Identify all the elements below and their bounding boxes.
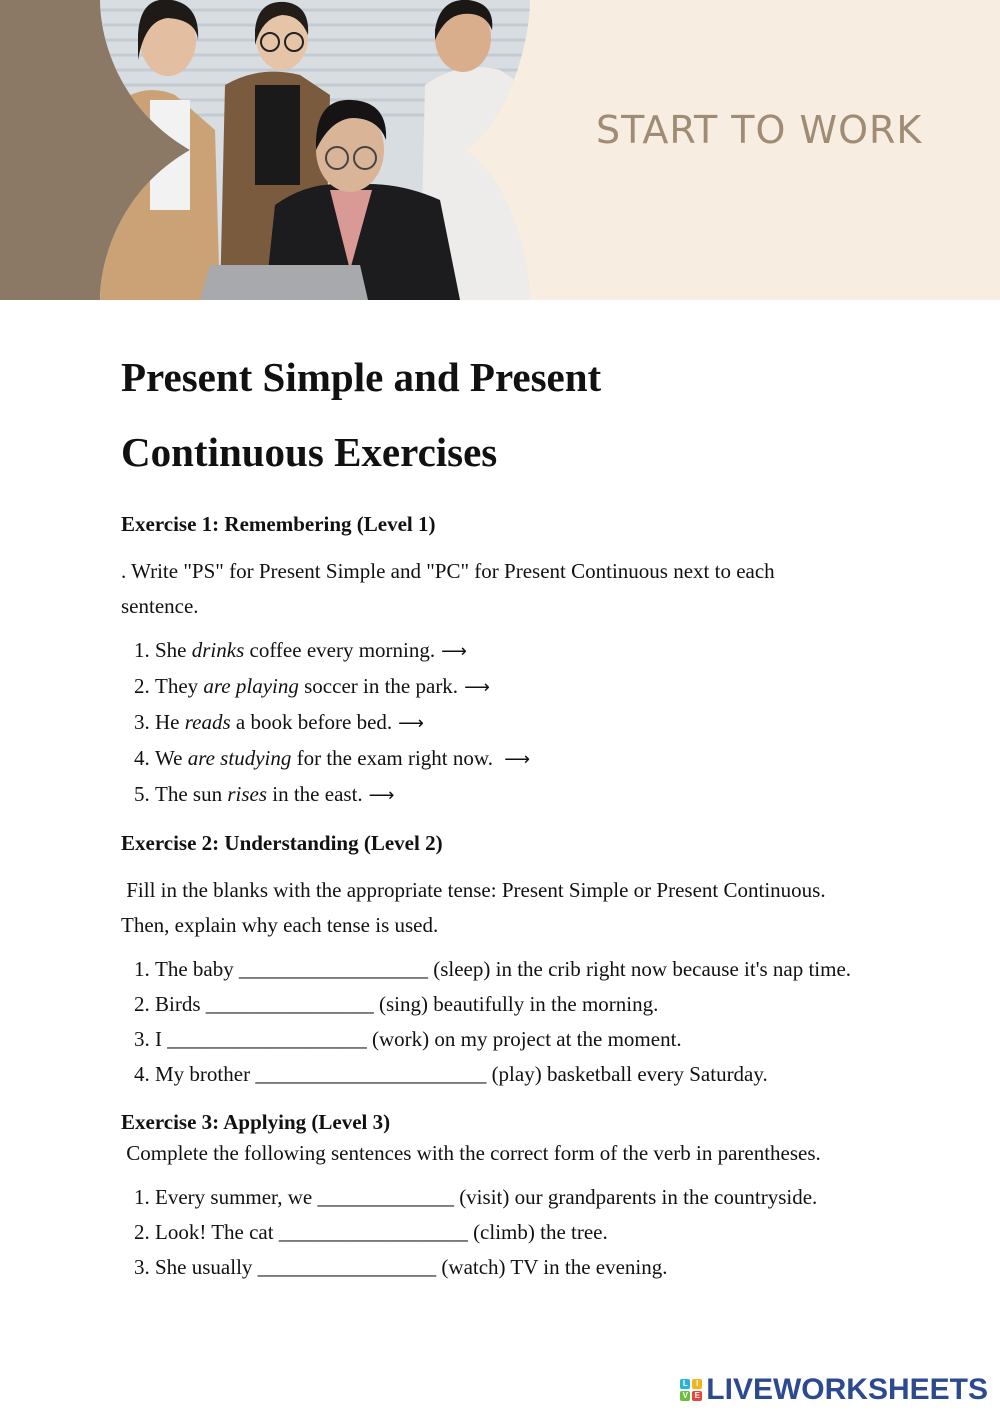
exercise2-item: 2. Birds ________________ (sing) beautifully in the morning. xyxy=(155,987,911,1022)
exercise1-heading: Exercise 1: Remembering (Level 1) xyxy=(121,512,436,536)
arrow-icon: ⟶ xyxy=(441,641,467,662)
exercise1-item: 2. They are playing soccer in the park. ⟶ xyxy=(155,669,911,705)
exercise1-instruction xyxy=(121,554,911,624)
exercise1-item: 3. He reads a book before bed. ⟶ xyxy=(155,705,911,741)
exercise1-item: 5. The sun rises in the east. ⟶ xyxy=(155,777,911,813)
exercise2-heading: Exercise 2: Understanding (Level 2) xyxy=(121,831,443,855)
exercise1-instruction-line1: . Write "PS" for Present Simple and "PC" for Present Continuous next to each xyxy=(121,559,775,583)
exercise3-heading: Exercise 3: Applying (Level 3) xyxy=(121,1110,391,1134)
arrow-icon: ⟶ xyxy=(368,785,395,806)
exercise2-instruction-line2: Then, explain why each tense is used. xyxy=(121,913,439,937)
exercise3-item: 2. Look! The cat __________________ (climb) the tree. xyxy=(155,1215,911,1250)
exercise1-item: 4. We are studying for the exam right now. ⟶ xyxy=(155,741,911,777)
exercise1-item: 1. She drinks coffee every morning. ⟶ xyxy=(155,633,911,669)
exercise2-instruction-line1: Fill in the blanks with the appropriate tense: Present Simple or Present Continuous. xyxy=(121,878,826,902)
header-banner xyxy=(0,0,1000,300)
liveworksheets-logo-icon: L I V E xyxy=(680,1379,702,1401)
exercise2-item: 1. The baby __________________ (sleep) in the crib right now because it's nap time. xyxy=(155,952,911,987)
exercise2-list xyxy=(121,952,911,1092)
exercise1-list xyxy=(121,633,911,813)
arrow-icon: ⟶ xyxy=(464,677,490,698)
banner-title: START TO WORK xyxy=(596,108,923,152)
exercise3-item: 3. She usually _________________ (watch) TV in the evening. xyxy=(155,1250,911,1285)
worksheet-title-line1: Present Simple and Present xyxy=(121,354,602,400)
worksheet-title-line2: Continuous Exercises xyxy=(121,429,498,475)
exercise3-instruction: Complete the following sentences with the correct form of the verb in parentheses. xyxy=(121,1141,821,1165)
exercise2-instruction xyxy=(121,873,911,943)
arrow-icon: ⟶ xyxy=(398,713,424,734)
exercise3-item: 1. Every summer, we _____________ (visit) our grandparents in the countryside. xyxy=(155,1180,911,1215)
liveworksheets-logo-text: LIVEWORKSHEETS xyxy=(706,1373,988,1406)
exercise1-instruction-line2: sentence. xyxy=(121,594,199,618)
exercise2-item: 4. My brother ______________________ (play) basketball every Saturday. xyxy=(155,1057,911,1092)
liveworksheets-logo[interactable] xyxy=(680,1372,988,1408)
worksheet-content xyxy=(121,340,911,1285)
exercise2-item: 3. I ___________________ (work) on my project at the moment. xyxy=(155,1022,911,1057)
arrow-icon: ⟶ xyxy=(504,749,531,770)
exercise3-list xyxy=(121,1180,911,1285)
